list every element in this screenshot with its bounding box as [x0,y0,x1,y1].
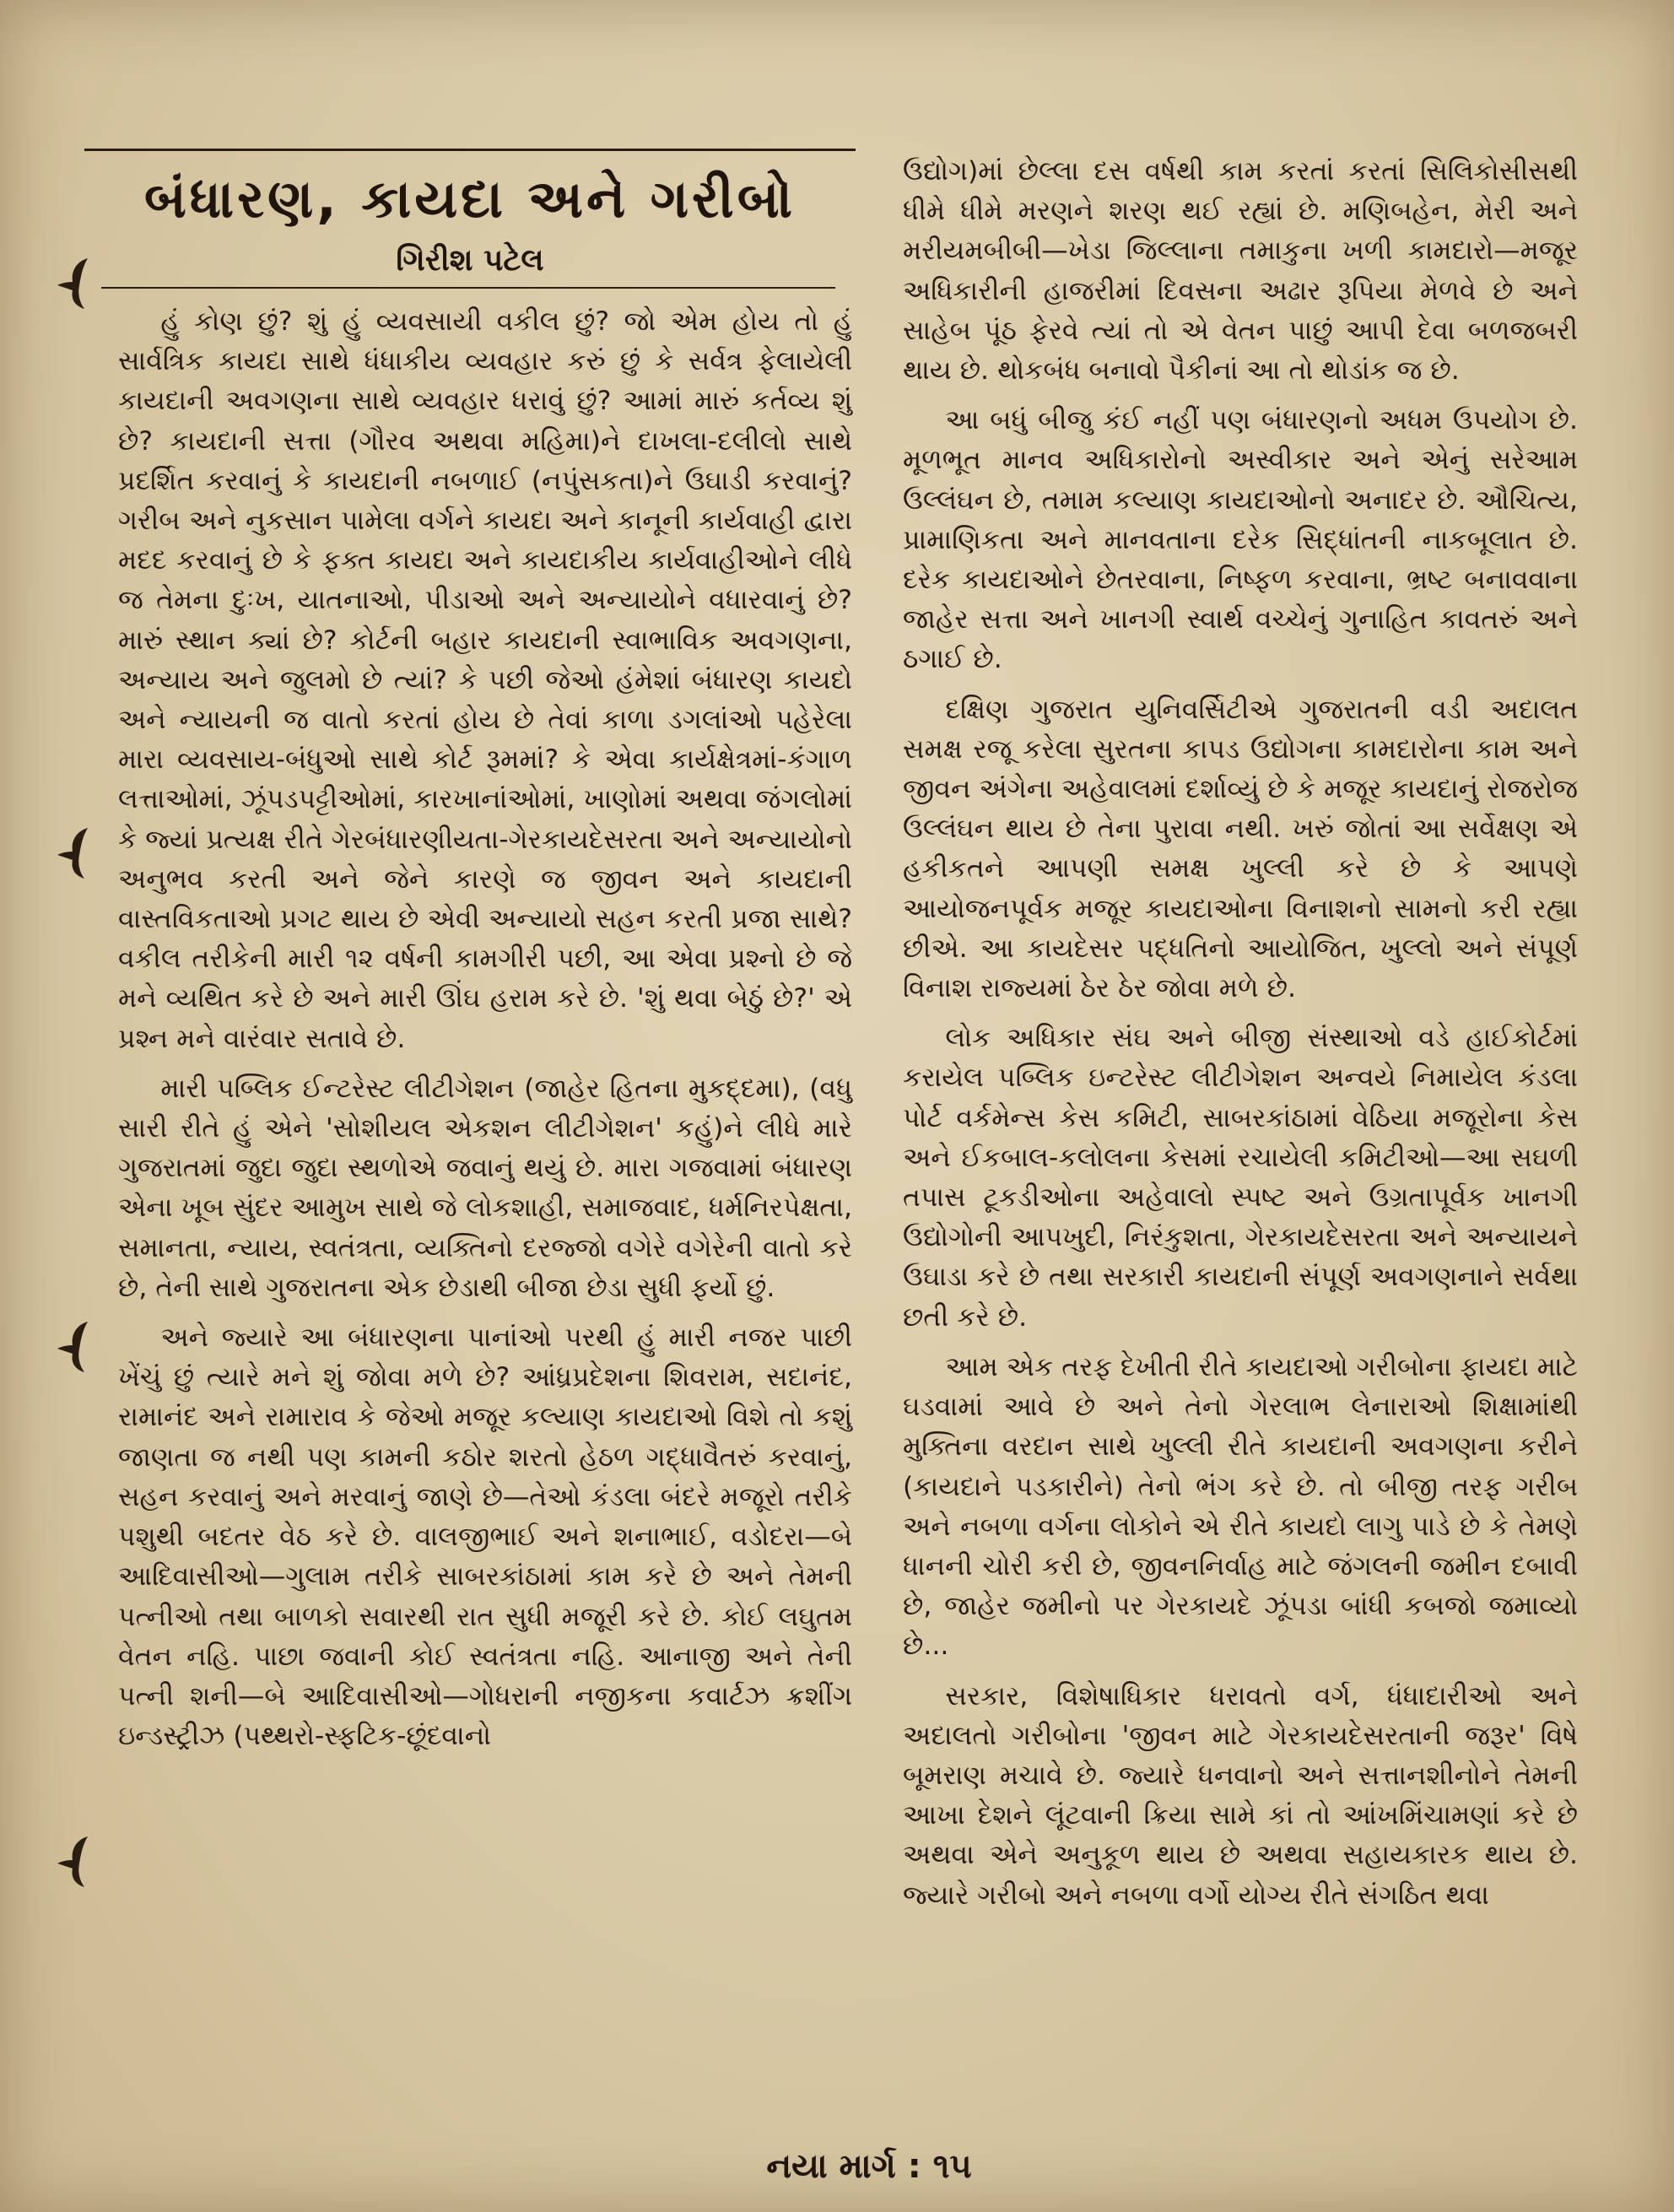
paragraph: અને જ્યારે આ બંધારણના પાનાંઓ પરથી હું મારી નજર પાછી ખેંચું છું ત્યારે મને શું જોવા મળે છે? આંધ્રપ્રદેશના શિવરામ, સદાનંદ, રામાનંદ અને રામારાવ કે જેઓ મજૂર કલ્યાણ કાયદાઓ વિશે તો કશું જાણતા જ નથી પણ કામની કઠોર શરતો હેઠળ ગદ્ધાવૈતરું કરવાનું, સહન કરવાનું અને મરવાનું જાણે છે—તેઓ કંડલા બંદરે મજૂરો તરીકે પશુથી બદતર વેઠ કરે છે. વાલજીભાઈ અને શનાભાઈ, વડોદરા—બે આદિવાસીઓ—ગુલામ તરીકે સાબરકાંઠામાં કામ કરે છે અને તેમની પત્નીઓ તથા બાળકો સવારથી રાત સુધી મજૂરી કરે છે. કોઈ લઘુતમ વેતન નહિ. પાછા જવાની કોઈ સ્વતંત્રતા નહિ. આનાજી અને તેની પત્ની શની—બે આદિવાસીઓ—ગોધરાની નજીકના કવાર્ટઝ ક્રશીંગ ઇન્ડસ્ટ્રીઝ (પથ્થરો-સ્ફટિક-છૂંદવાનો [118,1322,852,1752]
page-folio: નયા માર્ગ : ૧૫ [766,2147,972,2186]
paragraph: આ બધું બીજુ કંઈ નહીં પણ બંધારણનો અધમ ઉપયોગ છે. મૂળભૂત માનવ અધિકારોનો અસ્વીકાર અને એનું સરેઆમ ઉલ્લંઘન છે, તમામ કલ્યાણ કાયદાઓનો અનાદર છે. ઔચિત્ય, પ્રામાણિકતા અને માનવતાના દરેક સિદ્ધાંતની નાકબૂલાત છે. દરેક કાયદાઓને છેતરવાના, નિષ્ફળ કરવાના, ભ્રષ્ટ બનાવવાના જાહેર સત્તા અને ખાનગી સ્વાર્થ વચ્ચેનું ગુનાહિત કાવતરું અને ઠગાઈ છે. [903,405,1578,675]
left-column [118,302,852,1766]
paragraph: મારી પબ્લિક ઈન્ટરેસ્ટ લીટીગેશન (જાહેર હિતના મુકદ્દમા), (વધુ સારી રીતે હું એને 'સોશીયલ એકશન લીટીગેશન' કહું)ને લીધે મારે ગુજરાતમાં જુદા જુદા સ્થળોએ જવાનું થયું છે. મારા ગજવામાં બંધારણ એના ખૂબ સુંદર આમુખ સાથે જે લોકશાહી, સમાજવાદ, ધર્મનિરપેક્ષતા, સમાનતા, ન્યાય, સ્વતંત્રતા, વ્યક્તિનો દરજ્જો વગેરે વગેરેની વાતો કરે છે, તેની સાથે ગુજરાતના એક છેડાથી બીજા છેડા સુધી ફર્યો છું. [118,1073,852,1303]
title-top-rule [84,149,856,151]
byline-rule [101,287,835,289]
paragraph: દક્ષિણ ગુજરાત યુનિવર્સિટીએ ગુજરાતની વડી અદાલત સમક્ષ રજૂ કરેલા સુરતના કાપડ ઉદ્યોગના કામદારોના કામ અને જીવન અંગેના અહેવાલમાં દર્શાવ્યું છે કે મજૂર કાયદાનું રોજરોજ ઉલ્લંઘન થાય છે તેના પુરાવા નથી. ખરું જોતાં આ સર્વેક્ષણ એ હકીકતને આપણી સમક્ષ ખુલ્લી કરે છે કે આપણે આયોજનપૂર્વક મજૂર કાયદાઓના વિનાશનો સામનો કરી રહ્યા છીએ. આ કાયદેસર પદ્ધતિનો આયોજિત, ખુલ્લો અને સંપૂર્ણ વિનાશ રાજ્યમાં ઠેર ઠેર જોવા મળે છે. [903,694,1578,1004]
paragraph: ઉદ્યોગ)માં છેલ્લા દસ વર્ષથી કામ કરતાં કરતાં સિલિકોસીસથી ધીમે ધીમે મરણને શરણ થઈ રહ્યાં છે. મણિબહેન, મેરી અને મરીયમબીબી—ખેડા જિલ્લાના તમાકુના ખળી કામદારો—મજૂર અધિકારીની હાજરીમાં દિવસના અઢાર રૂપિયા મેળવે છે અને સાહેબ પૂંઠ ફેરવે ત્યાં તો એ વેતન પાછું આપી દેવા બળજબરી થાય છે. થોકબંધ બનાવો પૈકીનાં આ તો થોડાંક જ છે. [903,156,1578,387]
paragraph: હું કોણ છું? શું હું વ્યવસાયી વકીલ છું? જો એમ હોય તો હું સાર્વત્રિક કાયદા સાથે ધંધાકીય વ્યવહાર કરું છું કે સર્વત્ર ફેલાયેલી કાયદાની અવગણના સાથે વ્યવહાર ધરાવું છું? આમાં મારું કર્તવ્ય શું છે? કાયદાની સત્તા (ગૌરવ અથવા મહિમા)ને દાખલા-દલીલો સાથે પ્રદર્શિત કરવાનું કે કાયદાની નબળાઈ (નપુંસકતા)ને ઉઘાડી કરવાનું? ગરીબ અને નુકસાન પામેલા વર્ગને કાયદા અને કાનૂની કાર્યવાહી દ્વારા મદદ કરવાનું છે કે ફક્ત કાયદા અને કાયદાકીય કાર્યવાહીઓને લીધે જ તેમના દુઃખ, યાતનાઓ, પીડાઓ અને અન્યાયોને વધારવાનું છે? મારું સ્થાન ક્યાં છે? કોર્ટની બહાર કાયદાની સ્વાભાવિક અવગણના, અન્યાય અને જુલમો છે ત્યાં? કે પછી જેઓ હંમેશાં બંધારણ કાયદો અને ન્યાયની જ વાતો કરતાં હોય છે તેવાં કાળા ડગલાંઓ પહેરેલા મારા વ્યવસાય-બંધુઓ સાથે કોર્ટ રૂમમાં? કે એવા કાર્યક્ષેત્રમાં-કંગાળ લત્તાઓમાં, ઝૂંપડપટ્ટીઓમાં, કારખાનાંઓમાં, ખાણોમાં અથવા જંગલોમાં કે જ્યાં પ્રત્યક્ષ રીતે ગેરબંધારણીયતા-ગેરકાયદેસરતા અને અન્યાયોનો અનુભવ કરતી અને જેને કારણે જ જીવન અને કાયદાની વાસ્તવિકતાઓ પ્રગટ થાય છે એવી અન્યાયો સહન કરતી પ્રજા સાથે? વકીલ તરીકેની મારી ૧૨ વર્ષની કામગીરી પછી, આ એવા પ્રશ્નો છે જે મને વ્યથિત કરે છે અને મારી ઊંઘ હરામ કરે છે. 'શું થવા બેઠું છે?' એ પ્રશ્ન મને વારંવાર સતાવે છે. [118,306,852,1054]
paragraph: લોક અધિકાર સંઘ અને બીજી સંસ્થાઓ વડે હાઈકોર્ટમાં કરાયેલ પબ્લિક ઇન્ટરેસ્ટ લીટીગેશન અન્વયે નિમાયેલ કંડલા પોર્ટ વર્કમેન્સ કેસ કમિટી, સાબરકાંઠામાં વેઠિયા મજૂરોના કેસ અને ઈકબાલ-કલોલના કેસમાં રચાયેલી કમિટીઓ—આ સઘળી તપાસ ટૂકડીઓના અહેવાલો સ્પષ્ટ અને ઉગ્રતાપૂર્વક ખાનગી ઉદ્યોગોની આપખુદી, નિરંકુશતા, ગેરકાયદેસરતા અને અન્યાયને ઉઘાડા કરે છે તથા સરકારી કાયદાની સંપૂર્ણ અવગણનાને સર્વથા છતી કરે છે. [903,1023,1578,1333]
binding-hole-2 [54,823,91,882]
paragraph: સરકાર, વિશેષાધિકાર ધરાવતો વર્ગ, ધંધાદારીઓ અને અદાલતો ગરીબોના 'જીવન માટે ગેરકાયદેસરતાની જરૂર' વિષે બૂમરાણ મચાવે છે. જ્યારે ધનવાનો અને સત્તાનશીનોને તેમની આખા દેશને લૂંટવાની ક્રિયા સામે કાં તો આંખમિંચામણાં કરે છે અથવા એને અનુકૂળ થાય છે અથવા સહાયકારક થાય છે. જ્યારે ગરીબો અને નબળા વર્ગો યોગ્ય રીતે સંગઠિત થવા [903,1680,1578,1911]
binding-hole-3 [54,1317,91,1376]
right-column [903,152,1578,1926]
article-author: ગિરીશ પટેલ [396,243,544,278]
article-title: બંધારણ, કાયદા અને ગરીબો [143,168,796,230]
paragraph: આમ એક તરફ દેખીતી રીતે કાયદાઓ ગરીબોના ફાયદા માટે ઘડવામાં આવે છે અને તેનો ગેરલાભ લેનારાઓ શિક્ષામાંથી મુક્તિના વરદાન સાથે ખુલ્લી રીતે કાયદાની અવગણના કરીને (કાયદાને પડકારીને) તેનો ભંગ કરે છે. તો બીજી તરફ ગરીબ અને નબળા વર્ગના લોકોને એ રીતે કાયદો લાગુ પાડે છે કે તેમણે ધાનની ચોરી કરી છે, જીવનનિર્વાહ માટે જંગલની જમીન દબાવી છે, જાહેર જમીનો પર ગેરકાયદે ઝૂંપડા બાંધી કબજો જમાવ્યો છે... [903,1351,1578,1662]
binding-hole-4 [54,1831,91,1890]
